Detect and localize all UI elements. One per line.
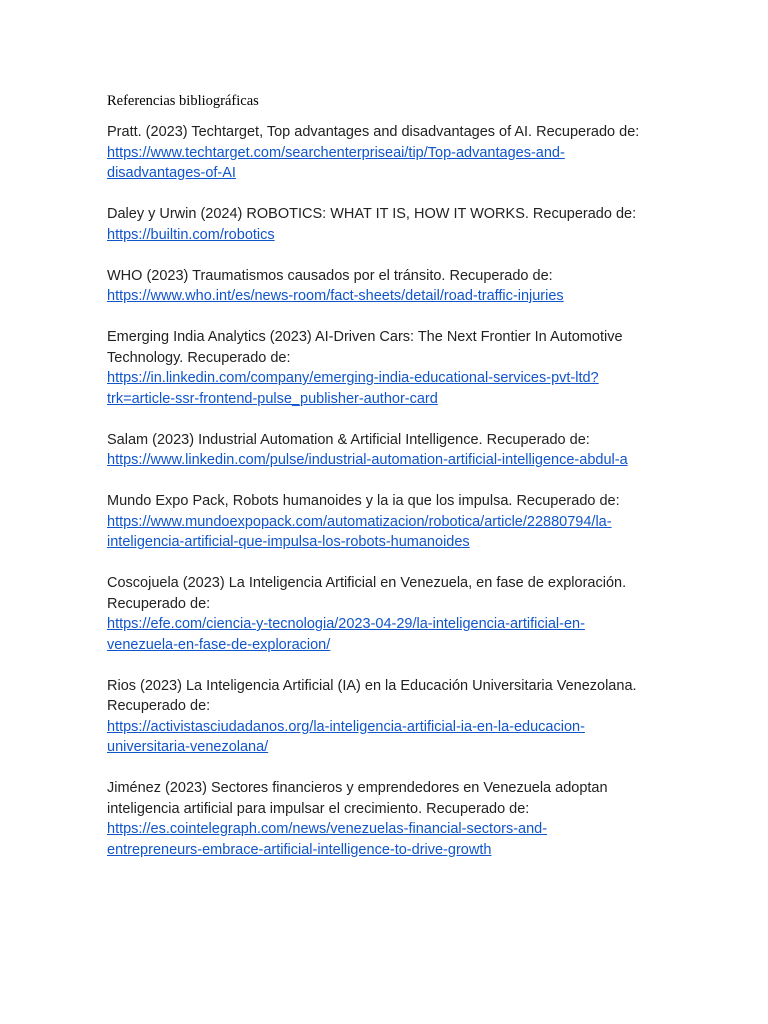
reference-link[interactable] [107,227,275,243]
reference-link-line: disadvantages-of-AI [107,165,236,181]
reference-entry [107,491,667,553]
reference-text: Pratt. (2023) Techtarget, Top advantages and disadvantages of AI. Recuperado de: [107,124,640,140]
reference-text: Daley y Urwin (2024) ROBOTICS: WHAT IT IS, HOW IT WORKS. Recuperado de: [107,206,637,222]
reference-link[interactable] [107,719,585,756]
reference-entry [107,430,667,471]
reference-link[interactable] [107,514,612,551]
reference-link-line: https://www.mundoexpopack.com/automatizacion/robotica/article/22880794/la- [107,513,612,530]
reference-link-line: https://activistasciudadanos.org/la-inteligencia-artificial-ia-en-la-educacion- [107,718,585,735]
reference-link-line: https://in.linkedin.com/company/emerging-india-educational-services-pvt-ltd? [107,370,599,386]
reference-link[interactable] [107,288,564,304]
reference-text: Rios (2023) La Inteligencia Artificial (IA) en la Educación Universitaria Venezolana. Recuperado de: [107,677,637,714]
document-page [107,92,667,881]
reference-text: WHO (2023) Traumatismos causados por el tránsito. Recuperado de: [107,267,553,284]
reference-entry [107,676,667,758]
reference-text: Emerging India Analytics (2023) AI-Driven Cars: The Next Frontier In Automotive Technology. Recuperado de: [107,329,623,366]
reference-entry [107,204,667,245]
reference-link-line: https://www.linkedin.com/pulse/industrial-automation-artificial-intelligence-abdul-a [107,452,628,468]
reference-link-line: https://builtin.com/robotics [107,226,275,243]
reference-link[interactable] [107,370,599,407]
reference-link-line: inteligencia-artificial-que-impulsa-los-robots-humanoides [107,534,470,550]
reference-link-line: venezuela-en-fase-de-exploracion/ [107,636,331,653]
reference-link[interactable] [107,821,547,858]
reference-entry [107,327,667,409]
reference-entry [107,778,667,860]
reference-entry [107,573,667,655]
reference-link[interactable] [107,145,565,182]
reference-entry [107,122,667,184]
reference-link-line: https://es.cointelegraph.com/news/venezuelas-financial-sectors-and- [107,821,548,837]
reference-link[interactable] [107,616,585,653]
reference-text: Jiménez (2023) Sectores financieros y emprendedores en Venezuela adoptan inteligencia artificial para impulsar el crecimiento. Recuperado de: [107,780,608,817]
reference-link-line: trk=article-ssr-frontend-pulse_publisher-author-card [107,390,438,407]
reference-text: Mundo Expo Pack, Robots humanoides y la ia que los impulsa. Recuperado de: [107,493,620,509]
reference-link-line: https://efe.com/ciencia-y-tecnologia/2023-04-29/la-inteligencia-artificial-en- [107,616,585,632]
reference-text: Salam (2023) Industrial Automation & Artificial Intelligence. Recuperado de: [107,431,590,448]
reference-link-line: https://www.techtarget.com/searchenterpriseai/tip/Top-advantages-and- [107,144,565,161]
reference-link-line: entrepreneurs-embrace-artificial-intelligence-to-drive-growth [107,841,492,858]
reference-link[interactable] [107,452,628,468]
reference-entry [107,266,667,307]
reference-text: Coscojuela (2023) La Inteligencia Artificial en Venezuela, en fase de exploración. Recuperado de: [107,575,627,612]
references-heading: Referencias bibliográficas [107,93,259,109]
reference-link-line: universitaria-venezolana/ [107,739,269,755]
reference-link-line: https://www.who.int/es/news-room/fact-sheets/detail/road-traffic-injuries [107,288,564,304]
